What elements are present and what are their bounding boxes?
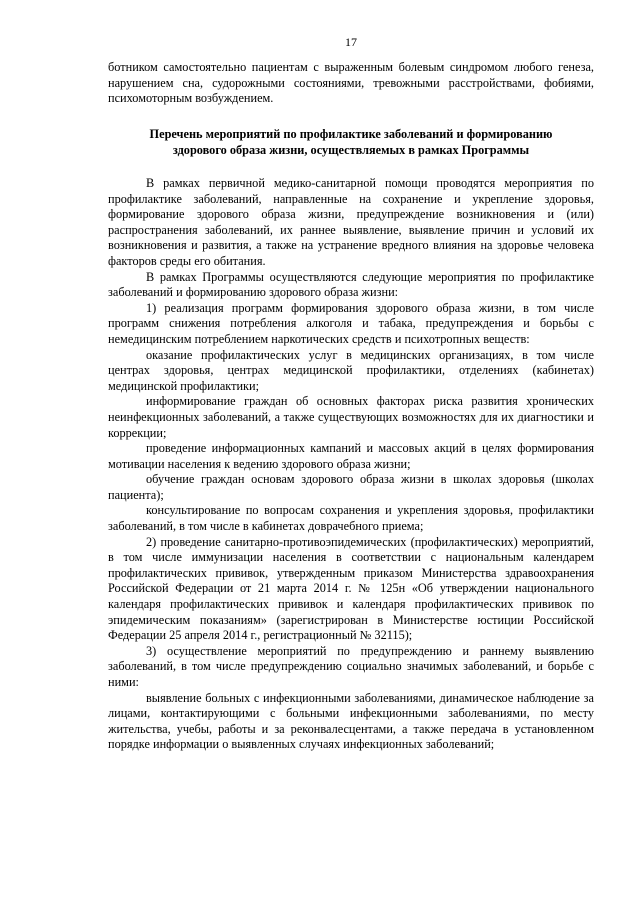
list-subitem: консультирование по вопросам сохранения и укрепления здоровья, профилактики заболеваний, в том числе в кабинетах доврачебного приема; xyxy=(108,503,594,534)
section-heading xyxy=(108,126,594,158)
list-item: 2) проведение санитарно-противоэпидемических (профилактических) мероприятий, в том числе иммунизации населения в соответствии с национальным календарем профилактических прививок, утвержденным приказом Министерства здравоохранения Российской Федерации от 21 марта 2014 г. № 125н «Об утверждении национального календаря профилактических прививок и календаря профилактических прививок по эпидемическим показаниям» (зарегистрирован в Министерстве юстиции Российской Федерации 25 апреля 2014 г., регистрационный № 32115); xyxy=(108,534,594,643)
heading-line: Перечень мероприятий по профилактике заболеваний и формированию xyxy=(149,127,553,141)
page-number: 17 xyxy=(345,35,357,49)
list-item: 1) реализация программ формирования здорового образа жизни, в том числе программ снижения потребления алкоголя и табака, предупреждения и борьбы с немедицинским потреблением наркотических средств и психотропных веществ: xyxy=(108,300,594,346)
list-subitem: оказание профилактических услуг в медицинских организациях, в том числе центрах здоровья, центрах медицинской профилактики, отделениях (кабинетах) медицинской профилактики; xyxy=(108,347,594,393)
paragraph: В рамках Программы осуществляются следующие мероприятия по профилактике заболеваний и формированию здорового образа жизни: xyxy=(108,269,594,300)
list-item: 3) осуществление мероприятий по предупреждению и раннему выявлению заболеваний, в том числе предупреждению социально значимых заболеваний, и борьбе с ними: xyxy=(108,643,594,689)
heading-line: здорового образа жизни, осуществляемых в рамках Программы xyxy=(172,143,530,157)
list-subitem: информирование граждан об основных факторах риска развития хронических неинфекционных заболеваний, а также существующих возможностях для их диагностики и коррекции; xyxy=(108,394,594,440)
list-subitem: выявление больных с инфекционными заболеваниями, динамическое наблюдение за лицами, контактирующими с больными инфекционными заболеваниями, по месту жительства, учебы, работы и за реконвалесцентами, а также передача в установленном порядке информации о выявленных случаях инфекционных заболеваний; xyxy=(108,690,594,752)
paragraph: ботником самостоятельно пациентам с выраженным болевым синдромом любого генеза, нарушением сна, судорожными состояниями, тревожными расстройствами, фобиями, психомоторным возбуждением. xyxy=(108,60,594,106)
paragraph: В рамках первичной медико-санитарной помощи проводятся мероприятия по профилактике заболеваний, направленные на сохранение и укрепление здоровья, формирование здорового образа жизни, предупреждение возникновения и (или) распространения заболеваний, их раннее выявление, выявление причин и условий их возникновения и развития, а также на устранение вредного влияния на здоровье человека факторов среды его обитания. xyxy=(108,176,594,268)
list-subitem: обучение граждан основам здорового образа жизни в школах здоровья (школах пациента); xyxy=(108,472,594,502)
intro-paragraph xyxy=(108,60,594,107)
list-subitem: проведение информационных кампаний и массовых акций в целях формирования мотивации населения к ведению здорового образа жизни; xyxy=(108,441,594,471)
section-body xyxy=(108,176,594,753)
